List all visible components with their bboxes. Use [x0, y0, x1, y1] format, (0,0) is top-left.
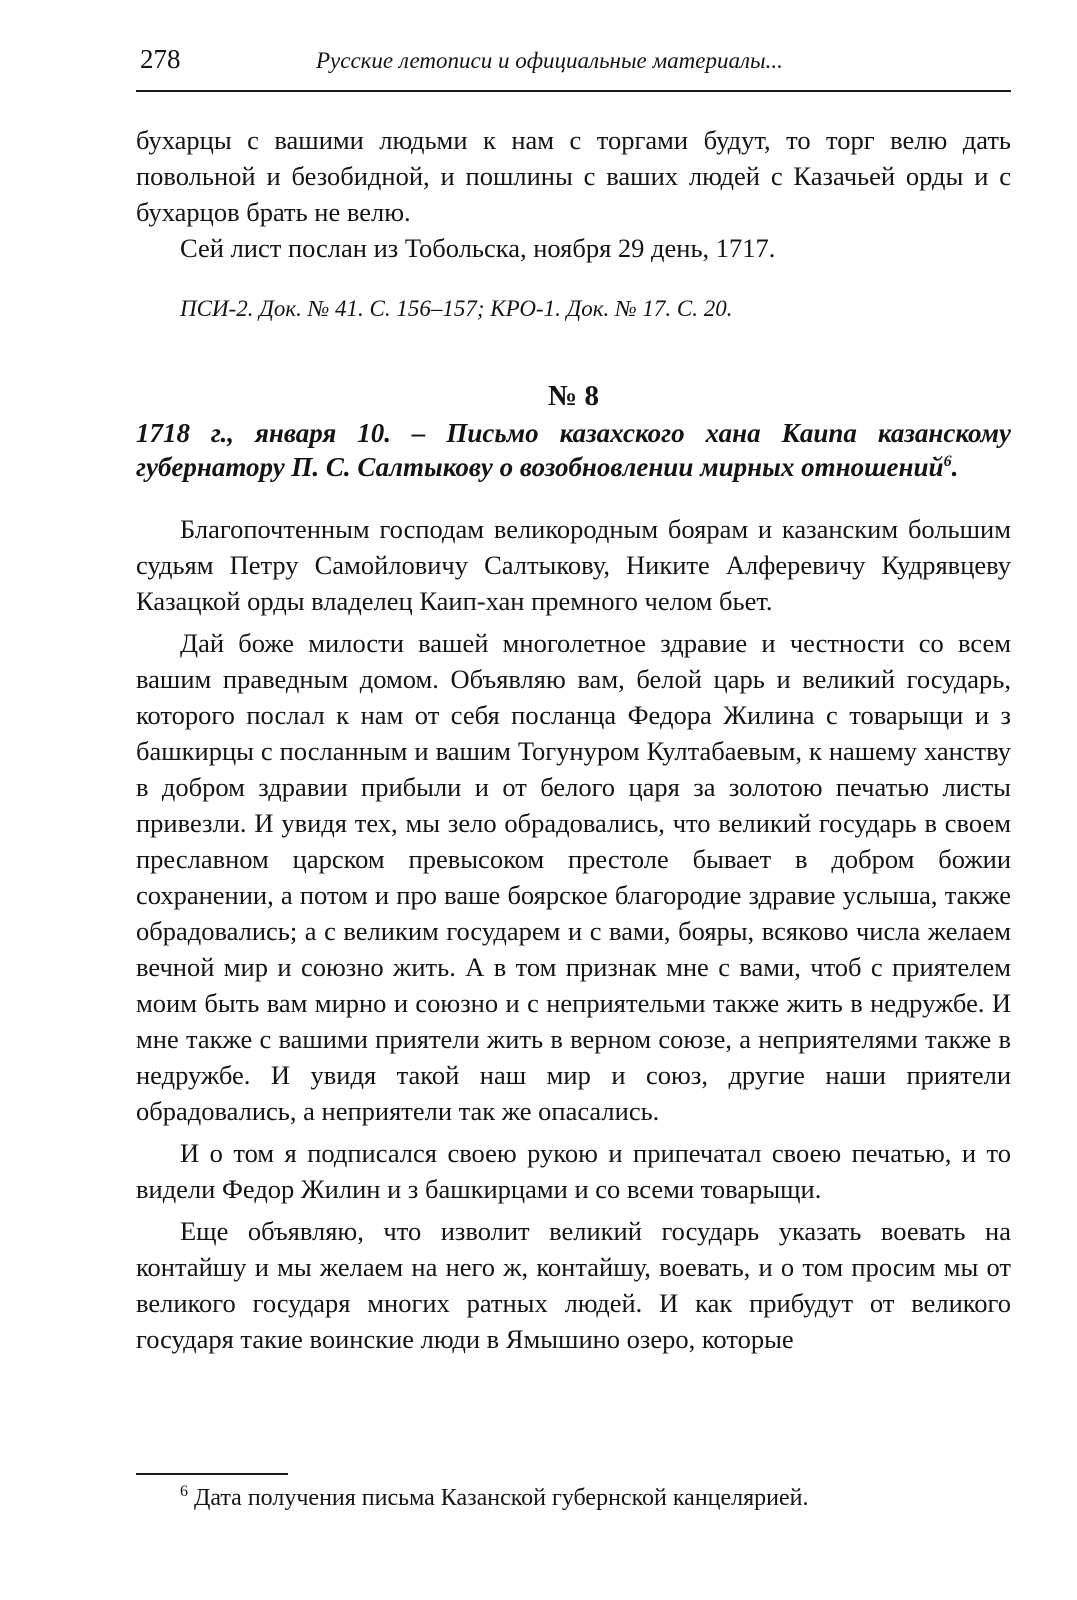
footnote-marker: 6 [180, 1483, 188, 1500]
footnote-reference[interactable]: 6 [943, 453, 952, 470]
salutation-paragraph: Благопочтенным господам великородным боярам и казанским большим судьям Петру Самойловичу Салтыкову, Никите Алферевичу Кудрявцеву Казацкой орды владелец Каип-хан премного челом бьет. [136, 514, 1011, 616]
source-reference: ПСИ-2. Док. № 41. С. 156–157; КРО-1. Док. № 17. С. 20. [180, 296, 733, 321]
footnote [180, 1483, 809, 1513]
footnote-text: Дата получения письма Казанской губернской канцелярией. [194, 1485, 809, 1511]
body-paragraph: Дай боже милости вашей многолетное здравие и честности со всем вашим праведным домом. Объявляю вам, белой царь и великий государь, которого послал к нам от себя посланца Федора Жилина с товарыщи и з башкирцы с посланным и вашим Тогунуром Култабаевым, к нашему ханству в добром здравии прибыли и от белого царя за золотою печатью листы привезли. И увидя тех, мы зело обрадовались, что великий государь в своем преславном царском превысоком престоле бывает в добром божии сохранении, а потом и про ваше боярское благородие здравие услыша, также обрадовались; а с великим государем и с вами, бояры, всяково числа желаем вечной мир и союзно жить. А в том признак мне с вами, чтоб с приятелем моим быть вам мирно и союзно и с неприятельми также жить в недружбе. И мне также с вашими приятели жить в верном союзе, а неприятелями также в недружбе. И увидя такой наш мир и союз, другие наши приятели обрадовались, а неприятели так же опасались. [136, 628, 1011, 1126]
previous-document-continuation: бухарцы с вашими людьми к нам с торгами будут, то торг велю дать повольной и безобидной, и пошлины с ваших людей с Казачьей орды и с бухарцов брать не велю. [136, 125, 1011, 227]
document-heading-text: 1718 г., января 10. – Письмо казахского хана Каипа казанскому губернатору П. С. Салтыкову о возобновлении мирных отношений [136, 418, 1011, 482]
previous-document-dispatch-line: Сей лист послан из Тобольска, ноября 29 день, 1717. [180, 233, 776, 263]
running-title: Русские летописи и официальные материалы... [316, 48, 783, 73]
footnote-divider [136, 1473, 288, 1475]
page-number: 278 [140, 44, 181, 74]
document-heading: 1718 г., января 10. – Письмо казахского хана Каипа казанскому губернатору П. С. Салтыкову о возобновлении мирных отношений$^6$. [136, 418, 1011, 482]
body-paragraph: И о том я подписался своею рукою и припечатал своею печатью, и то видели Федор Жилин и з башкирцами и со всеми товарыщи. [136, 1138, 1011, 1204]
document-number: № 8 [548, 380, 599, 412]
running-header [136, 40, 1011, 92]
body-paragraph: Еще объявляю, что изволит великий государь указать воевать на контайшу и мы желаем на него ж, контайшу, воевать, и о том просим мы от великого государя многих ратных людей. И как прибудут от великого государя такие воинские люди в Ямышино озеро, которые [136, 1216, 1011, 1354]
page [136, 40, 1011, 1363]
document-body [136, 511, 1011, 1357]
